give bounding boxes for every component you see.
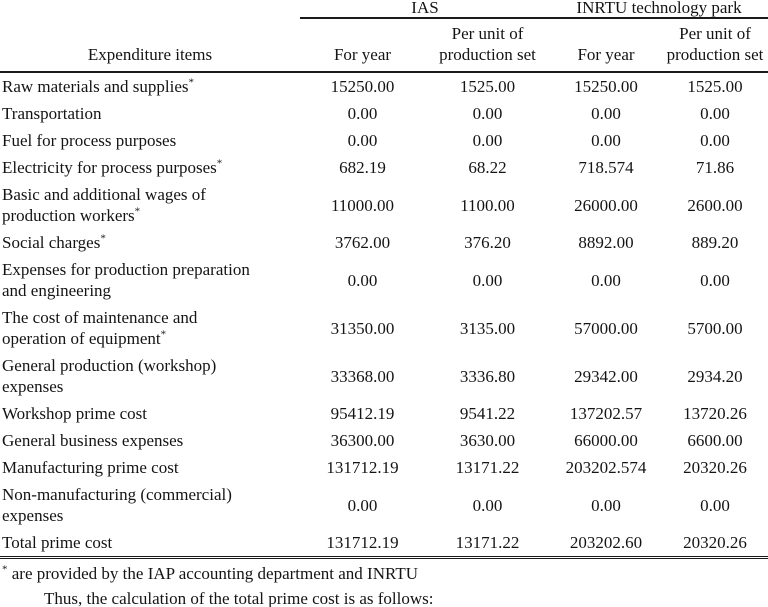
expenditure-items-header: Expenditure items [0, 0, 300, 72]
expenditure-item-label: Expenses for production preparation and engineering [2, 260, 250, 300]
expenditure-item-label: Raw materials and supplies [2, 77, 189, 96]
cell-inrtu-per-unit: 5700.00 [687, 318, 743, 338]
expenditure-item-label: Fuel for process purposes [2, 131, 177, 150]
cell-inrtu-for-year: 203202.574 [565, 458, 647, 477]
cell-ias-for-year: 11000.00 [330, 195, 395, 215]
cell-inrtu-per-unit: 6600.00 [687, 431, 743, 450]
asterisk-mark: * [216, 157, 223, 170]
cell-ias-per-unit: 13171.22 [455, 458, 520, 477]
cell-inrtu-for-year: 718.574 [578, 158, 634, 177]
footnote-asterisk: * [2, 563, 8, 576]
cell-ias-per-unit: 1100.00 [460, 195, 515, 215]
group-header-row [0, 0, 768, 18]
cell-inrtu-per-unit: 1525.00 [687, 77, 743, 96]
cell-ias-per-unit: 1525.00 [459, 77, 516, 96]
cell-inrtu-per-unit: 20320.26 [662, 529, 768, 558]
cell-inrtu-for-year: 15250.00 [574, 77, 638, 96]
cell-ias-per-unit: 0.00 [472, 495, 503, 515]
header-inrtu-per-unit: Per unit of production set [662, 18, 768, 72]
expenditure-item-label: General business expenses [2, 431, 184, 450]
expenditure-item-label: General production (workshop) expenses [2, 356, 217, 396]
cell-inrtu-for-year: 26000.00 [574, 195, 638, 215]
cell-inrtu-per-unit: 71.86 [695, 158, 735, 177]
cell-ias-for-year: 0.00 [347, 495, 378, 515]
header-ias-per-unit: Per unit of production set [425, 18, 550, 72]
cell-ias-per-unit: 68.22 [468, 158, 507, 177]
cell-inrtu-per-unit: 20320.26 [683, 458, 747, 477]
cell-ias-for-year: 0.00 [347, 270, 378, 290]
cell-inrtu-for-year: 57000.00 [574, 318, 638, 338]
cell-ias-for-year: 0.00 [347, 131, 378, 150]
cell-inrtu-for-year: 0.00 [591, 104, 621, 123]
expenditure-item-label: Workshop prime cost [2, 404, 147, 423]
cell-ias-per-unit: 13171.22 [425, 529, 550, 558]
header-inrtu-for-year: For year [550, 18, 662, 72]
cell-ias-per-unit: 0.00 [472, 131, 503, 150]
cell-ias-for-year: 131712.19 [326, 458, 399, 477]
cell-ias-per-unit: 0.00 [472, 270, 503, 290]
cell-ias-for-year: 95412.19 [330, 404, 395, 423]
cell-inrtu-for-year: 203202.60 [550, 529, 662, 558]
expenditure-item-label: Non-manufacturing (commercial) expenses [2, 485, 232, 525]
cell-inrtu-per-unit: 889.20 [691, 233, 739, 252]
table-row [0, 400, 768, 427]
table-row [0, 454, 768, 481]
cell-inrtu-per-unit: 13720.26 [683, 404, 747, 423]
expenditure-item-label: Basic and additional wages of production workers [2, 185, 206, 225]
footnote-text: are provided by the IAP accounting department and INRTU [7, 564, 418, 583]
expenditure-item-label: Social charges [2, 233, 101, 252]
cell-ias-per-unit: 9541.22 [459, 404, 516, 423]
expenditure-item-label: Electricity for process purposes [2, 158, 217, 177]
table-row [0, 229, 768, 256]
table-footnote [0, 559, 768, 584]
table-row [0, 427, 768, 454]
asterisk-mark: * [188, 76, 194, 89]
table-row [0, 154, 768, 181]
group-header-inrtu: INRTU technology park [550, 0, 768, 18]
table-row [0, 181, 768, 229]
table-row [0, 304, 768, 352]
header-ias-for-year: For year [300, 18, 425, 72]
asterisk-mark: * [134, 205, 141, 218]
cell-ias-for-year: 131712.19 [300, 529, 425, 558]
cell-inrtu-per-unit: 2600.00 [687, 195, 743, 215]
cell-inrtu-for-year: 0.00 [591, 131, 621, 150]
cell-inrtu-for-year: 29342.00 [574, 366, 638, 386]
cell-ias-per-unit: 0.00 [472, 104, 503, 123]
asterisk-mark: * [160, 328, 167, 341]
cell-inrtu-for-year: 8892.00 [578, 233, 634, 252]
table-row [0, 100, 768, 127]
cell-ias-for-year: 3762.00 [334, 233, 391, 252]
expenditure-item-label: The cost of maintenance and operation of equipment [2, 308, 198, 348]
cell-ias-for-year: 31350.00 [330, 318, 395, 338]
table-row [0, 352, 768, 400]
table-row [0, 72, 768, 100]
cell-ias-for-year: 15250.00 [330, 77, 395, 96]
cell-inrtu-per-unit: 0.00 [700, 270, 730, 290]
cell-inrtu-for-year: 0.00 [591, 495, 621, 515]
expenditure-item-label: Total prime cost [2, 533, 113, 552]
cell-inrtu-for-year: 0.00 [591, 270, 621, 290]
cell-ias-for-year: 0.00 [347, 104, 378, 123]
cell-ias-per-unit: 376.20 [464, 233, 511, 252]
cell-inrtu-per-unit: 0.00 [700, 131, 730, 150]
cell-ias-per-unit: 3630.00 [459, 431, 516, 450]
cell-ias-for-year: 33368.00 [330, 366, 395, 386]
cell-inrtu-for-year: 137202.57 [569, 404, 643, 423]
cell-inrtu-per-unit: 0.00 [700, 495, 730, 515]
cell-inrtu-for-year: 66000.00 [574, 431, 638, 450]
table-row [0, 127, 768, 154]
expenditure-item-label: Manufacturing prime cost [2, 458, 179, 477]
cell-inrtu-per-unit: 2934.20 [687, 366, 743, 386]
table-row-total [0, 529, 768, 558]
cell-ias-for-year: 682.19 [339, 158, 386, 177]
table-row [0, 481, 768, 529]
cell-inrtu-per-unit: 0.00 [700, 104, 730, 123]
cell-ias-per-unit: 3336.80 [459, 366, 516, 386]
cell-ias-for-year: 36300.00 [330, 431, 395, 450]
table-row [0, 256, 768, 304]
asterisk-mark: * [100, 232, 106, 245]
cell-ias-per-unit: 3135.00 [459, 318, 516, 338]
group-header-ias: IAS [300, 0, 550, 18]
expenditure-item-label: Transportation [2, 104, 102, 123]
closing-paragraph: Thus, the calculation of the total prime cost is as follows: [44, 589, 434, 607]
